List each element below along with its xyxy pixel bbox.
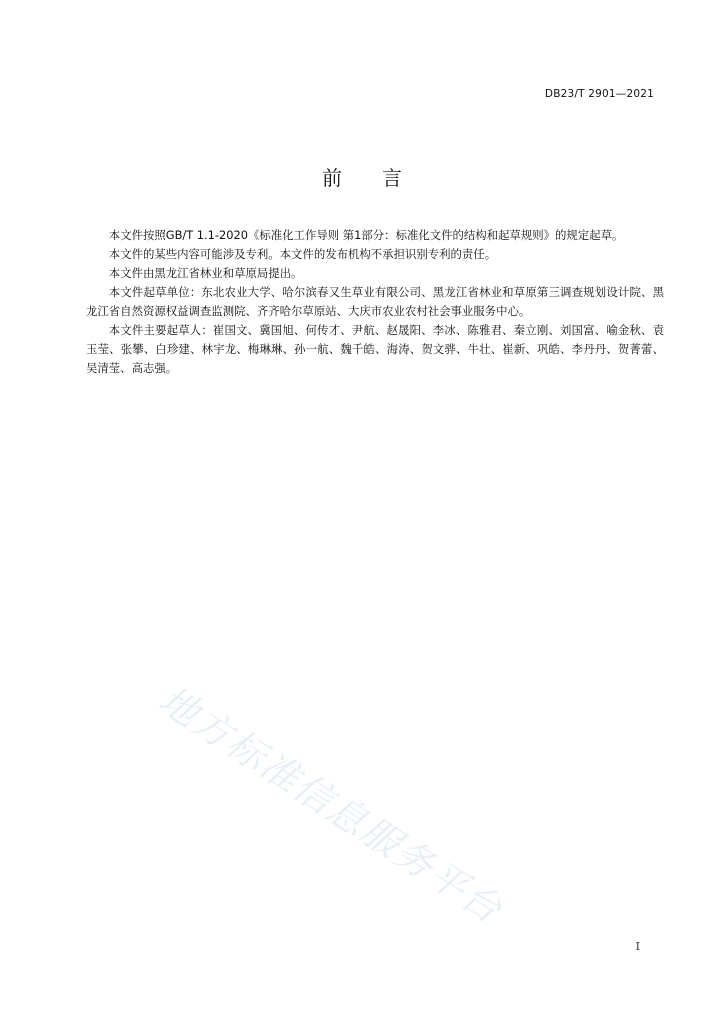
paragraph-patent-notice: 本文件的某些内容可能涉及专利。本文件的发布机构不承担识别专利的责任。 — [108, 247, 497, 261]
paragraph-drafters: 本文件主要起草人：崔国文、冀国旭、何传才、尹航、赵晟阳、李冰、陈雅君、秦立刚、刘国富、喻金秋、袁玉莹、张攀、白珍建、林宇龙、梅琳琳、孙一航、魏千皓、海涛、贺文骅、牛壮、崔新、巩皓、李丹丹、贺菁蕾、吴清莹、高志强。 — [86, 323, 664, 375]
page-number: I — [635, 940, 640, 953]
title-char-1: 前 — [322, 166, 342, 190]
standard-code: DB23/T 2901—2021 — [544, 88, 654, 100]
title-char-2: 言 — [382, 166, 402, 190]
watermark-text: 地方标准信息服务平台 — [151, 677, 511, 933]
paragraph-proposer: 本文件由黑龙江省林业和草原局提出。 — [108, 266, 303, 280]
paragraph-drafting-rules: 本文件按照GB/T 1.1-2020《标准化工作导则 第1部分：标准化文件的结构和起草规则》的规定起草。 — [108, 228, 624, 242]
foreword-body — [86, 226, 664, 378]
paragraph-drafting-units: 本文件起草单位：东北农业大学、哈尔滨春又生草业有限公司、黑龙江省林业和草原第三调查规划设计院、黑龙江省自然资源权益调查监测院、齐齐哈尔草原站、大庆市农业农村社会事业服务中心。 — [86, 285, 664, 318]
page-title — [0, 162, 724, 191]
